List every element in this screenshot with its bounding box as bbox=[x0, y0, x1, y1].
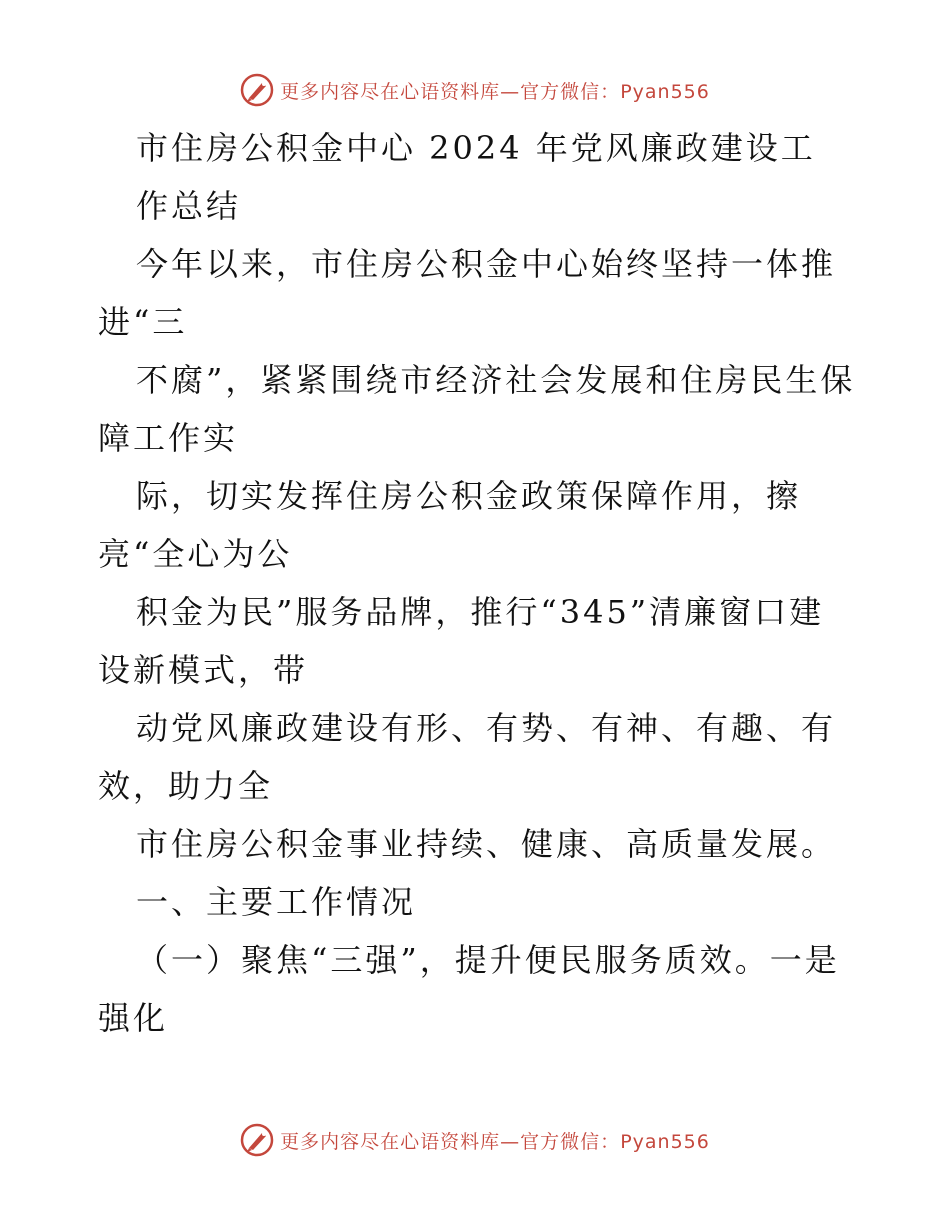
footer-banner-wechat-id: Pyan556 bbox=[620, 1130, 710, 1153]
section-heading: 一、主要工作情况 bbox=[136, 883, 417, 921]
footer-banner-separator: — bbox=[500, 1130, 521, 1153]
doc-line: 障工作实 bbox=[98, 419, 239, 457]
doc-line: 设新模式，带 bbox=[98, 651, 309, 689]
pen-logo-icon bbox=[240, 73, 274, 107]
doc-line: 今年以来，市住房公积金中心始终坚持一体推 bbox=[136, 245, 837, 283]
doc-line: 进“三 bbox=[98, 303, 188, 341]
header-banner-text bbox=[280, 77, 710, 104]
footer-banner-wechat-label: 官方微信： bbox=[520, 1130, 621, 1153]
doc-line: 市住房公积金事业持续、健康、高质量发展。 bbox=[136, 825, 837, 863]
doc-line: 动党风廉政建设有形、有势、有神、有趣、有 bbox=[136, 709, 837, 747]
header-banner bbox=[0, 70, 950, 110]
doc-line: 效，助力全 bbox=[98, 767, 274, 805]
pen-logo-icon bbox=[240, 1123, 274, 1157]
doc-line: 不腐”，紧紧围绕市经济社会发展和住房民生保 bbox=[136, 361, 856, 399]
doc-line-title-2: 作总结 bbox=[136, 187, 242, 225]
subsection-heading: （一）聚焦“三强”，提升便民服务质效。一是 bbox=[136, 941, 840, 979]
header-banner-title: 更多内容尽在心语资料库 bbox=[280, 80, 501, 103]
doc-line: 际，切实发挥住房公积金政策保障作用，擦 bbox=[136, 477, 802, 515]
doc-line: 强化 bbox=[98, 999, 169, 1037]
header-banner-wechat-label: 官方微信： bbox=[520, 80, 621, 103]
header-banner-wechat-id: Pyan556 bbox=[620, 80, 710, 103]
doc-line: 积金为民”服务品牌，推行“345”清廉窗口建 bbox=[136, 593, 825, 631]
footer-banner bbox=[0, 1120, 950, 1160]
header-banner-separator: — bbox=[500, 80, 521, 103]
footer-banner-title: 更多内容尽在心语资料库 bbox=[280, 1130, 501, 1153]
doc-line: 亮“全心为公 bbox=[98, 535, 293, 573]
doc-line-title-1: 市住房公积金中心 2024 年党风廉政建设工 bbox=[136, 129, 816, 167]
footer-banner-text bbox=[280, 1127, 710, 1154]
